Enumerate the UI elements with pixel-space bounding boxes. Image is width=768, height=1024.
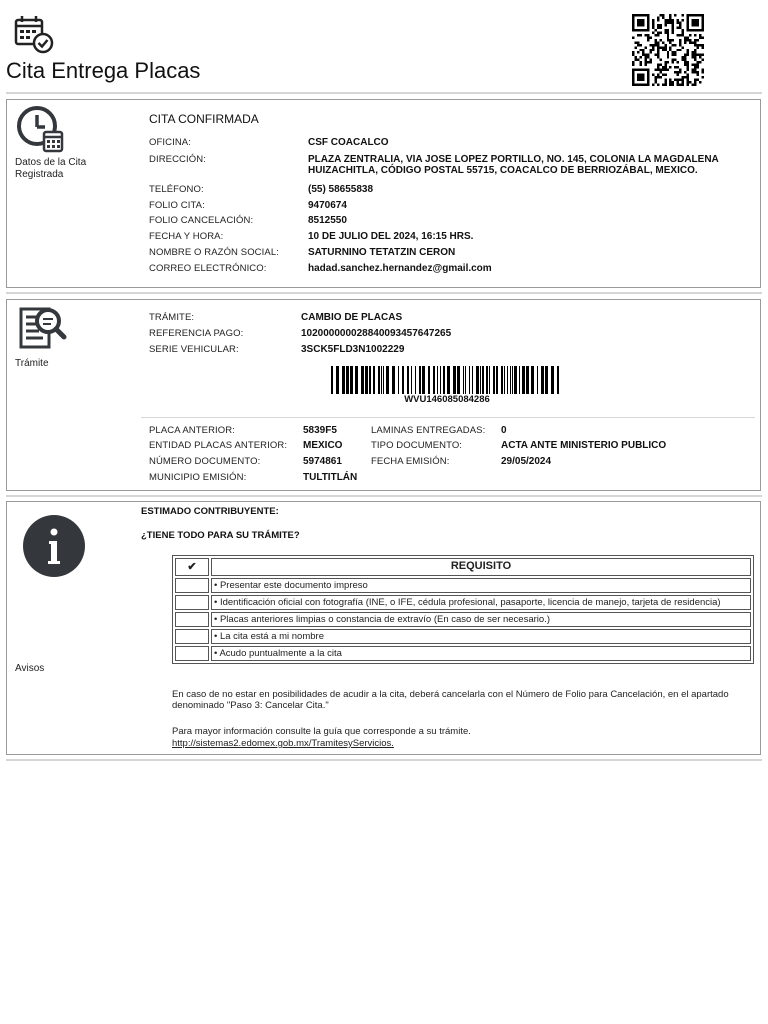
tramite-label: TRÁMITE: xyxy=(149,312,195,323)
correo-label: CORREO ELECTRÓNICO: xyxy=(149,263,267,274)
oficina-value: CSF COACALCO xyxy=(308,137,389,148)
barcode-text: WVU146085084286 xyxy=(404,394,490,405)
qr-code xyxy=(632,14,704,86)
requisito-text: • Placas anteriores limpias o constancia de extravío (En caso de ser necesario.) xyxy=(211,612,751,627)
cancel-note: En caso de no estar en posibilidades de acudir a la cita, deberá cancelarla con el Número de Folio para Cancelación, en el apartado denominado "Paso 3: Cancelar Cita." xyxy=(172,689,729,711)
entidad-value: MEXICO xyxy=(303,440,343,451)
cita-panel xyxy=(6,99,761,288)
numero-documento-value: 5974861 xyxy=(303,456,342,467)
requisito-text: • Identificación oficial con fotografía (INE, o IFE, cédula profesional, pasaporte, licencia de manejo, tarjeta de residencia) xyxy=(211,595,751,610)
fecha-emision-value: 29/05/2024 xyxy=(501,456,552,467)
barcode xyxy=(331,366,563,394)
direccion-value: PLAZA ZENTRALIA, VÍA JOSÉ LÓPEZ PORTILLO, NO. 145, COLONIA LA MAGDALENA HUIZACHITLA, CÓDIGO POSTAL 55715, COACALCO DE BERRIOZÁBAL, MEXICO. xyxy=(308,154,719,176)
serie-vehicular-label: SERIE VEHICULAR: xyxy=(149,344,239,355)
direccion-label: DIRECCIÓN: xyxy=(149,154,206,165)
fecha-emision-label: FECHA EMISIÓN: xyxy=(371,456,450,467)
document-search-icon xyxy=(17,303,67,353)
telefono-value: (55) 58655838 xyxy=(308,184,374,195)
requisito-text: • Presentar este documento impreso xyxy=(211,578,751,593)
table-row xyxy=(175,612,751,627)
placa-anterior-label: PLACA ANTERIOR: xyxy=(149,425,235,436)
table-row xyxy=(175,578,751,593)
referencia-pago-value: 102000000028840093457647265 xyxy=(301,328,452,339)
entidad-label: ENTIDAD PLACAS ANTERIOR: xyxy=(149,440,288,451)
info-note: Para mayor información consulte la guía que corresponde a su trámite. xyxy=(172,726,471,737)
table-row xyxy=(175,646,751,661)
calendar-check-icon xyxy=(14,14,54,54)
divider-3 xyxy=(6,759,762,761)
oficina-label: OFICINA: xyxy=(149,137,191,148)
requisito-checkbox[interactable] xyxy=(175,629,209,644)
table-row xyxy=(175,595,751,610)
requisito-checkbox[interactable] xyxy=(175,612,209,627)
folio-cancelacion-value: 8512550 xyxy=(308,215,347,226)
requisito-header: REQUISITO xyxy=(211,558,751,576)
fecha-hora-label: FECHA Y HORA: xyxy=(149,231,224,242)
tipo-documento-value: ACTA ANTE MINISTERIO PUBLICO xyxy=(501,440,667,451)
divider-2 xyxy=(6,495,762,497)
avisos-side-label: Avisos xyxy=(15,663,45,674)
divider-1 xyxy=(6,292,762,294)
table-row xyxy=(175,629,751,644)
info-icon xyxy=(22,514,86,578)
municipio-label: MUNICIPIO EMISIÓN: xyxy=(149,472,247,483)
referencia-pago-label: REFERENCIA PAGO: xyxy=(149,328,244,339)
header-divider xyxy=(6,92,762,94)
municipio-value: TULTITLÁN xyxy=(303,472,358,483)
tipo-documento-label: TIPO DOCUMENTO: xyxy=(371,440,463,451)
clock-calendar-icon xyxy=(16,105,64,153)
serie-vehicular-value: 3SCK5FLD3N1002229 xyxy=(301,344,405,355)
folio-cita-value: 9470674 xyxy=(308,200,347,211)
cita-side-label: Datos de la Cita Registrada xyxy=(15,157,87,180)
laminas-value: 0 xyxy=(501,425,507,436)
tramite-inner-divider xyxy=(141,417,755,418)
fecha-hora-value: 10 DE JULIO DEL 2024, 16:15 HRS. xyxy=(308,231,474,242)
nombre-value: SATURNINO TETATZIN CERON xyxy=(308,247,456,258)
numero-documento-label: NÚMERO DOCUMENTO: xyxy=(149,456,261,467)
tiene-todo-text: ¿TIENE TODO PARA SU TRÁMITE? xyxy=(141,530,300,541)
requisito-text: • La cita está a mi nombre xyxy=(211,629,751,644)
requisito-checkbox[interactable] xyxy=(175,595,209,610)
nombre-label: NOMBRE O RAZÓN SOCIAL: xyxy=(149,247,279,258)
tramites-link[interactable]: http://sistemas2.edomex.gob.mx/TramitesyServicios. xyxy=(172,738,394,749)
requisito-checkbox[interactable] xyxy=(175,646,209,661)
estimado-text: ESTIMADO CONTRIBUYENTE: xyxy=(141,506,279,517)
requisito-text: • Acudo puntualmente a la cita xyxy=(211,646,751,661)
requisitos-table xyxy=(172,555,754,664)
requisito-checkbox[interactable] xyxy=(175,578,209,593)
tramite-value: CAMBIO DE PLACAS xyxy=(301,312,403,323)
cita-heading: CITA CONFIRMADA xyxy=(149,112,259,126)
placa-anterior-value: 5839F5 xyxy=(303,425,337,436)
page-title: Cita Entrega Placas xyxy=(6,58,201,83)
tramite-side-label: Trámite xyxy=(15,358,49,369)
laminas-label: LAMINAS ENTREGADAS: xyxy=(371,425,486,436)
telefono-label: TELÉFONO: xyxy=(149,184,204,195)
correo-value: hadad.sanchez.hernandez@gmail.com xyxy=(308,263,492,274)
folio-cita-label: FOLIO CITA: xyxy=(149,200,205,211)
check-header: ✔ xyxy=(175,558,209,576)
folio-cancelacion-label: FOLIO CANCELACIÓN: xyxy=(149,215,254,226)
